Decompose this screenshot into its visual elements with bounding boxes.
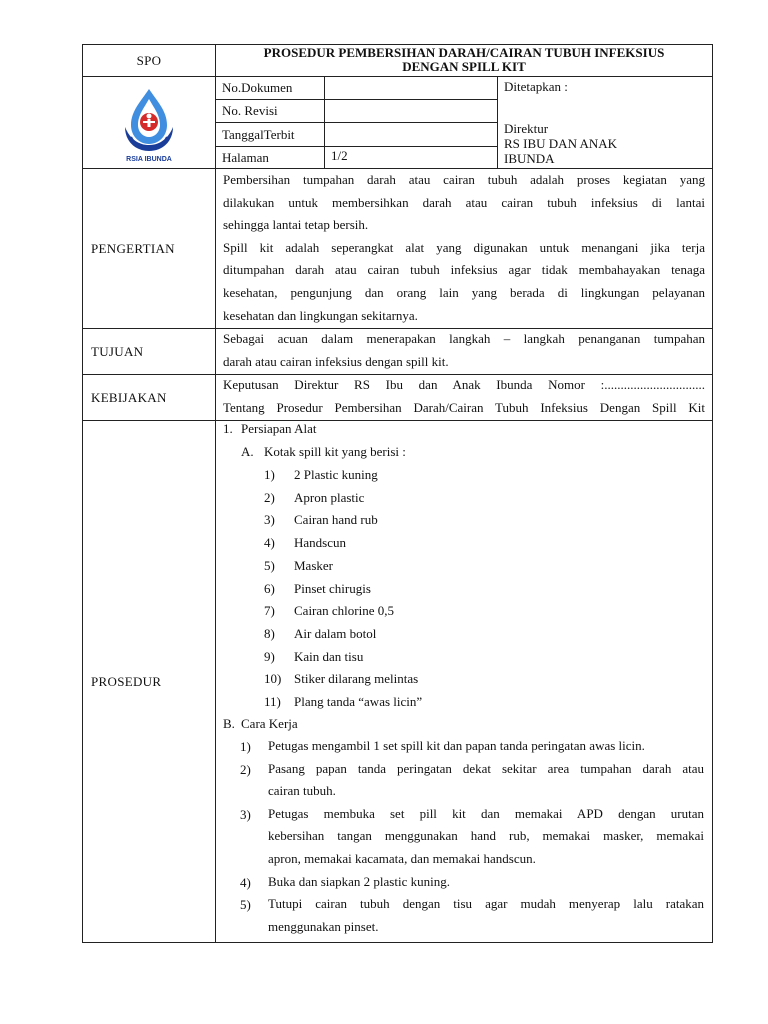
langkah-item bbox=[268, 871, 704, 894]
rs-name-line-1: RS IBU DAN ANAK bbox=[504, 136, 618, 151]
no-dokumen-label: No.Dokumen bbox=[222, 80, 293, 95]
langkah-number: 1) bbox=[240, 739, 251, 754]
meta-divider bbox=[497, 76, 498, 168]
logo-caption: RSIA IBUNDA bbox=[126, 156, 172, 163]
persiapan-heading: Persiapan Alat bbox=[241, 421, 317, 436]
cara-heading: Cara Kerja bbox=[241, 716, 298, 731]
alat-item: Cairan chlorine 0,5 bbox=[294, 603, 394, 619]
ditetapkan-label: Ditetapkan : bbox=[504, 79, 568, 94]
alat-item: Kain dan tisu bbox=[294, 648, 364, 664]
logo-cell bbox=[83, 77, 215, 168]
alat-number: 5) bbox=[264, 557, 275, 573]
halaman-value: 1/2 bbox=[331, 148, 348, 163]
langkah-number: 3) bbox=[240, 806, 251, 822]
langkah-line: Buka dan siapkan 2 plastic kuning. bbox=[268, 873, 450, 889]
alat-number: 1) bbox=[264, 467, 275, 482]
rs-name-line-2: IBUNDA bbox=[504, 151, 555, 166]
langkah-line: cairan tubuh. bbox=[268, 783, 336, 799]
pengertian-label: PENGERTIAN bbox=[91, 240, 175, 256]
langkah-number: 4) bbox=[240, 874, 251, 890]
alat-number: 8) bbox=[264, 625, 275, 641]
pengertian-text bbox=[223, 169, 705, 327]
document-title bbox=[216, 46, 712, 76]
title-line-1: PROSEDUR PEMBERSIHAN DARAH/CAIRAN TUBUH INFEKSIUS bbox=[263, 45, 665, 60]
tanggal-terbit-value bbox=[331, 123, 497, 146]
tujuan-line: darah atau cairan infeksius dengan spill kit. bbox=[223, 353, 449, 369]
pengertian-line: kesehatan, pengunjung dan orang lain yang berada di lingkungan pelayanan bbox=[223, 284, 705, 300]
no-revisi-value bbox=[331, 100, 497, 122]
alat-item: Handscun bbox=[294, 535, 346, 551]
langkah-line: menggunakan pinset. bbox=[268, 918, 379, 934]
langkah-line: kebersihan tangan menggunakan hand rub, memakai masker, memakai bbox=[268, 828, 704, 844]
hospital-logo bbox=[83, 77, 215, 168]
langkah-item bbox=[268, 803, 704, 871]
spo-label: SPO bbox=[136, 52, 162, 68]
alat-number: 7) bbox=[264, 603, 275, 619]
langkah-line: Petugas membuka set pill kit dan memakai APD dengan urutan bbox=[268, 805, 704, 821]
alat-number: 10) bbox=[264, 671, 282, 687]
langkah-number: 2) bbox=[240, 761, 251, 777]
kotak-letter: A. bbox=[241, 444, 254, 459]
alat-number: 6) bbox=[264, 580, 275, 596]
langkah-line: Pasang papan tanda peringatan dekat sekitar area tumpahan darah atau bbox=[268, 760, 704, 776]
halaman-label: Halaman bbox=[222, 149, 269, 165]
kebijakan-line: Tentang Prosedur Pembersihan Darah/Cairan Tubuh Infeksius Dengan Spill Kit bbox=[223, 399, 705, 415]
title-line-2: DENGAN SPILL KIT bbox=[402, 59, 526, 74]
tujuan-line: Sebagai acuan dalam menerapakan langkah – langkah penanganan tumpahan bbox=[223, 331, 705, 346]
pengertian-line: kesehatan dan lingkungan sekitarnya. bbox=[223, 307, 418, 323]
alat-item: Stiker dilarang melintas bbox=[294, 671, 419, 687]
tujuan-text bbox=[223, 328, 705, 373]
spo-document bbox=[82, 44, 713, 943]
alat-number: 3) bbox=[264, 512, 275, 528]
pengertian-line: Pembersihan tumpahan darah atau cairan tubuh adalah proses kegiatan yang bbox=[223, 172, 705, 187]
persiapan-number: 1. bbox=[223, 421, 233, 436]
langkah-line: Petugas mengambil 1 set spill kit dan papan tanda peringatan awas licin. bbox=[268, 738, 645, 753]
alat-number: 11) bbox=[264, 694, 281, 709]
alat-number: 2) bbox=[264, 489, 275, 505]
pengertian-line: Spill kit adalah seperangkat alat yang digunakan untuk menangani jika terja bbox=[223, 239, 705, 255]
alat-number: 9) bbox=[264, 648, 275, 664]
alat-item: Plang tanda “awas licin” bbox=[294, 694, 423, 709]
kebijakan-text bbox=[223, 374, 705, 419]
alat-item: Air dalam botol bbox=[294, 625, 377, 641]
langkah-item bbox=[268, 735, 704, 758]
kebijakan-label: KEBIJAKAN bbox=[91, 389, 167, 405]
no-revisi-label: No. Revisi bbox=[222, 103, 278, 118]
pengertian-line: sehingga lantai tetap bersih. bbox=[223, 217, 369, 233]
langkah-item bbox=[268, 893, 704, 938]
langkah-line: apron, memakai kacamata, dan memakai handscun. bbox=[268, 850, 536, 866]
langkah-line: Tutupi cairan tubuh dengan tisu agar mudah menyerap lalu ratakan bbox=[268, 896, 704, 912]
prosedur-label: PROSEDUR bbox=[91, 673, 162, 689]
alat-item: 2 Plastic kuning bbox=[294, 467, 378, 482]
alat-item: Pinset chirugis bbox=[294, 580, 371, 596]
tujuan-label: TUJUAN bbox=[91, 343, 144, 359]
approval-block bbox=[504, 121, 704, 166]
kebijakan-line: Keputusan Direktur RS Ibu dan Anak Ibunda Nomor :............................... bbox=[223, 377, 705, 392]
alat-item: Apron plastic bbox=[294, 489, 365, 505]
pengertian-line: dilakukan untuk membersihkan darah atau cairan tubuh infeksius di lantai bbox=[223, 194, 705, 210]
alat-item: Cairan hand rub bbox=[294, 512, 378, 528]
alat-number: 4) bbox=[264, 535, 275, 551]
langkah-number: 5) bbox=[240, 897, 251, 913]
prosedur-content bbox=[216, 421, 712, 942]
kotak-heading: Kotak spill kit yang berisi : bbox=[264, 444, 406, 459]
direktur-label: Direktur bbox=[504, 121, 549, 136]
alat-item: Masker bbox=[294, 557, 333, 573]
pengertian-line: ditumpahan darah atau cairan tubuh infeksius agar tidak membahayakan tenaga bbox=[223, 262, 705, 278]
cara-letter: B. bbox=[223, 716, 235, 731]
no-dokumen-value bbox=[331, 77, 497, 99]
tanggal-terbit-label: TanggalTerbit bbox=[222, 126, 295, 142]
langkah-item bbox=[268, 758, 704, 803]
